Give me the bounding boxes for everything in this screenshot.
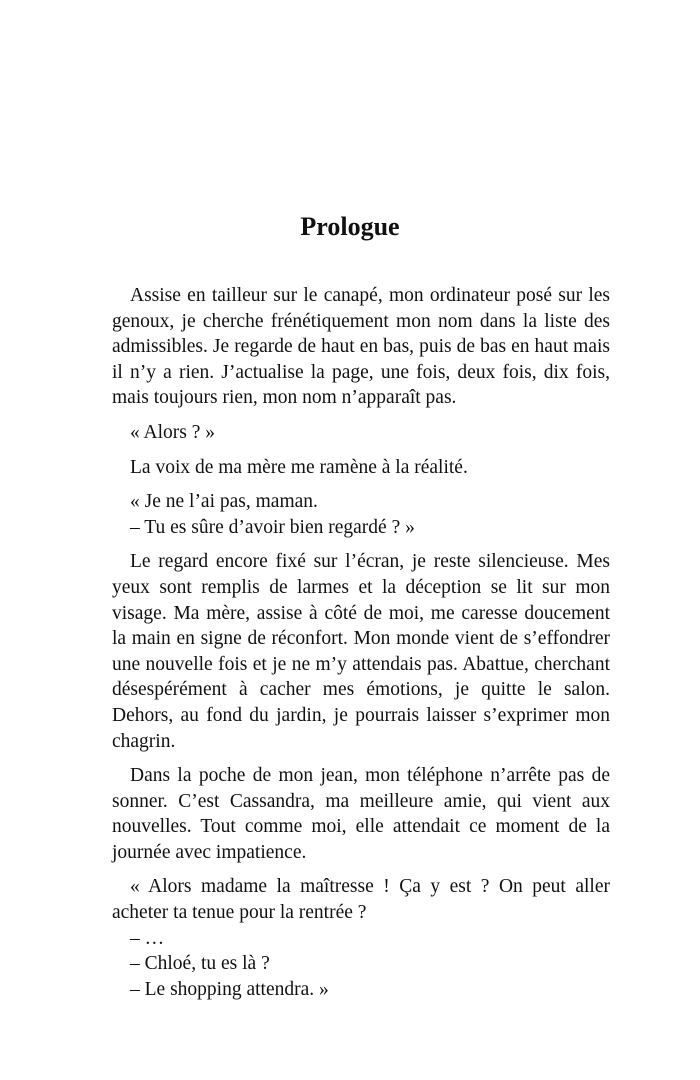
prose-body <box>112 283 610 1002</box>
dialogue-line: – Chloé, tu es là ? <box>130 953 270 975</box>
dialogue-line: – Le shopping attendra. » <box>130 978 329 1000</box>
dialogue-line: – Tu es sûre d’avoir bien regardé ? » <box>130 516 415 538</box>
paragraph-3: Le regard encore fixé sur l’écran, je reste silencieuse. Mes yeux sont remplis de larmes et la déception se lit sur mon visage. Ma mère, assise à côté de moi, me caresse doucement la main en signe de réconfort. Mon monde vient de s’effondrer une nouvelle fois et je ne m’y attendais pas. Abattue, cherchant désespérément à cacher mes émotions, je quitte le salon. Dehors, au fond du jardin, je pourrais laisser s’exprimer mon chagrin. <box>112 551 610 752</box>
dialogue-line: « Je ne l’ai pas, maman. <box>130 491 318 513</box>
chapter-title: Prologue <box>300 212 400 241</box>
dialogue-line: « Alors ? » <box>130 421 216 443</box>
paragraph-4: Dans la poche de mon jean, mon téléphone n’arrête pas de sonner. C’est Cassandra, ma meilleure amie, qui vient aux nouvelles. Tout comme moi, elle attendait ce moment de la journée avec impatience. <box>112 765 610 863</box>
paragraph-1: Assise en tailleur sur le canapé, mon ordinateur posé sur les genoux, je cherche frénétiquement mon nom dans la liste des admissibles. Je regarde de haut en bas, puis de bas en haut mais il n’y a rien. J’actualise la page, une fois, deux fois, dix fois, mais toujours rien, mon nom n’apparaît pas. <box>112 285 610 409</box>
dialogue-line: – … <box>130 927 165 949</box>
dialogue-line: « Alors madame la maîtresse ! Ça y est ? On peut aller acheter ta tenue pour la rentrée ? <box>112 876 610 924</box>
paragraph-2: La voix de ma mère me ramène à la réalité. <box>130 456 468 478</box>
